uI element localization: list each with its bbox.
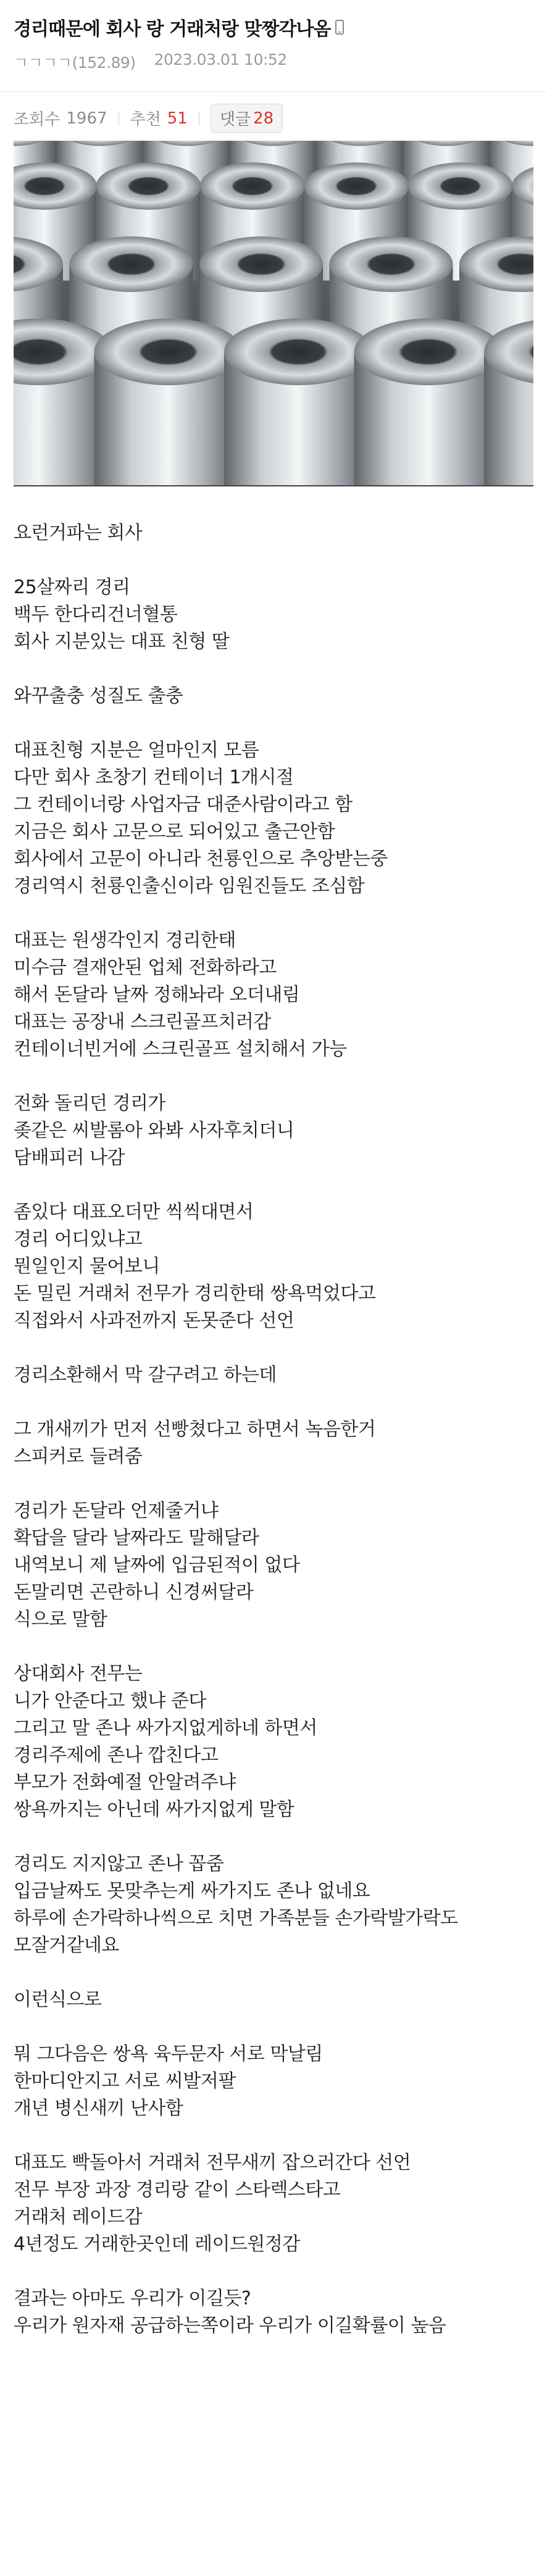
body-line: 대표는 원생각인지 경리한태 — [14, 930, 236, 951]
body-line: 대표친형 지분은 얼마인지 모름 — [14, 740, 259, 761]
body-line: 회사 지분있는 대표 친형 딸 — [14, 631, 230, 652]
body-line: 우리가 원자재 공급하는쪽이라 우리가 이길확률이 높음 — [14, 2315, 446, 2336]
paragraph-gap — [14, 2258, 533, 2285]
author-name[interactable]: ㄱㄱㄱㄱ(152.89) — [14, 54, 136, 72]
steel-coil-face — [224, 319, 372, 385]
paragraph-gap — [14, 900, 533, 927]
recommend-label: 추천 — [130, 110, 161, 129]
steel-coil-face — [304, 162, 409, 210]
body-line: 25살짜리 경리 — [14, 577, 130, 598]
post-body — [14, 520, 533, 2340]
body-line: 이런식으로 — [14, 1989, 102, 2011]
body-line: 뭐 그다음은 쌍욕 육두문자 서로 막날림 — [14, 2043, 323, 2065]
post-stats — [14, 104, 283, 133]
body-line: 개년 병신새끼 난사함 — [14, 2098, 183, 2119]
body-line: 미수금 결재안된 업체 전화하라고 — [14, 957, 277, 978]
body-line: 경리도 지지않고 존나 꼽줌 — [14, 1853, 224, 1875]
paragraph-gap — [14, 1172, 533, 1199]
body-line: 쌍욕까지는 아닌데 싸가지없게 말함 — [14, 1799, 294, 1820]
paragraph-gap — [14, 2014, 533, 2041]
comments-label: 댓글 — [219, 110, 251, 129]
comments-button[interactable] — [211, 104, 283, 133]
body-line: 요런거파는 회사 — [14, 522, 143, 544]
body-line: 상대회사 전무는 — [14, 1663, 143, 1685]
body-line: 경리 어디있냐고 — [14, 1228, 143, 1250]
body-line: 모잘거같네요 — [14, 1935, 119, 1956]
body-line: 니가 안준다고 했냐 준다 — [14, 1690, 206, 1712]
body-line: 거래처 레이드감 — [14, 2206, 143, 2228]
body-line: 스피커로 들려줌 — [14, 1446, 143, 1467]
body-line: 결과는 아마도 우리가 이길듯? — [14, 2288, 251, 2309]
post-image-steel-coils — [14, 141, 533, 486]
steel-coil-face — [354, 319, 503, 385]
body-line: 그리고 말 존나 싸가지없게하네 하면서 — [14, 1717, 317, 1739]
body-line: 돈말리면 곤란하니 신경써달라 — [14, 1582, 254, 1603]
paragraph-gap — [14, 1389, 533, 1416]
steel-coil-face — [408, 162, 513, 210]
body-line: 좀있다 대표오더만 씩씩대면서 — [14, 1201, 254, 1223]
paragraph-gap — [14, 710, 533, 737]
body-line: 경리소환해서 막 갈구려고 하는데 — [14, 1364, 277, 1386]
paragraph-gap — [14, 1824, 533, 1851]
body-line: 와꾸출충 성질도 출충 — [14, 685, 183, 707]
body-line: 컨테이너빈거에 스크린골프 설치해서 가능 — [14, 1038, 347, 1060]
body-line: 직접와서 사과전까지 돈못준다 선언 — [14, 1310, 294, 1332]
paragraph-gap — [14, 1470, 533, 1498]
body-line: 부모가 전화예절 안알려주냐 — [14, 1772, 236, 1793]
body-line: 지금은 회사 고문으로 되어있고 출근안함 — [14, 821, 335, 843]
views-label: 조회수 — [14, 110, 61, 129]
body-line: 확답을 달라 날짜라도 말해달라 — [14, 1527, 259, 1549]
paragraph-gap — [14, 1959, 533, 1986]
steel-coil-face — [96, 162, 201, 210]
paragraph-gap — [14, 1633, 533, 1661]
views-count: 1967 — [66, 109, 107, 128]
paragraph-gap — [14, 2122, 533, 2149]
body-line: 전무 부장 과장 경리랑 같이 스타렉스타고 — [14, 2179, 341, 2201]
body-line: 식으로 말함 — [14, 1609, 107, 1630]
post-datetime: 2023.03.01 10:52 — [154, 51, 287, 69]
body-line: 경리가 돈달라 언제줄거냐 — [14, 1500, 219, 1522]
post-title: 경리때문에 회사 랑 거래처랑 맞짱각나옴 — [14, 19, 331, 40]
body-line: 하루에 손가락하나씩으로 치면 가족분들 손가락발가락도 — [14, 1907, 458, 1929]
body-line: 전화 돌리던 경리가 — [14, 1093, 165, 1114]
recommend-stat — [130, 107, 188, 130]
steel-coil-face — [330, 236, 453, 292]
post-header — [14, 14, 532, 41]
body-line: 4년정도 거래한곳인데 레이드원정감 — [14, 2233, 300, 2255]
steel-coil-face — [70, 236, 193, 292]
body-line: 입금날짜도 못맞추는게 싸가지도 존나 없네요 — [14, 1880, 370, 1902]
views-stat — [14, 107, 107, 130]
body-line: 그 개새끼가 먼저 선빵쳤다고 하면서 녹음한거 — [14, 1419, 376, 1440]
body-line: 좆같은 씨발롬아 와봐 사자후치더니 — [14, 1120, 294, 1141]
body-line: 대표는 공장내 스크린골프치러감 — [14, 1011, 271, 1033]
steel-coil-face — [94, 319, 243, 385]
paragraph-gap — [14, 547, 533, 574]
body-line: 그 컨테이너랑 사업자금 대준사람이라고 함 — [14, 794, 353, 815]
body-line: 뭔일인지 물어보니 — [14, 1256, 160, 1277]
body-line: 경리주제에 존나 깝친다고 — [14, 1744, 219, 1766]
paragraph-gap — [14, 1335, 533, 1362]
steel-coil-face — [199, 236, 323, 292]
body-line: 해서 돈달라 날짜 정해놔라 오더내림 — [14, 984, 300, 1006]
body-line: 한마디안지고 서로 씨발저팔 — [14, 2070, 236, 2092]
mobile-phone-icon — [335, 20, 344, 35]
body-line: 회사에서 고문이 아니라 천룡인으로 추앙받는중 — [14, 848, 388, 870]
body-line: 담배피러 나감 — [14, 1147, 125, 1169]
body-line: 백두 한다리건너혈통 — [14, 604, 178, 625]
body-line: 대표도 빡돌아서 거래처 전무새끼 잡으러간다 선언 — [14, 2152, 411, 2174]
recommend-count: 51 — [167, 109, 188, 128]
body-line: 다만 회사 초창기 컨테이너 1개시절 — [14, 767, 294, 788]
post-meta — [14, 51, 287, 73]
comments-count: 28 — [253, 109, 274, 128]
body-line: 돈 밀린 거래처 전무가 경리한태 쌍욕먹었다고 — [14, 1283, 376, 1304]
paragraph-gap — [14, 656, 533, 683]
header-divider — [0, 91, 547, 92]
paragraph-gap — [14, 1063, 533, 1090]
body-line: 내역보니 제 날짜에 입금된적이 없다 — [14, 1554, 300, 1576]
steel-coil-face — [200, 162, 305, 210]
body-line: 경리역시 천룡인출신이라 임원진들도 조심함 — [14, 875, 365, 897]
